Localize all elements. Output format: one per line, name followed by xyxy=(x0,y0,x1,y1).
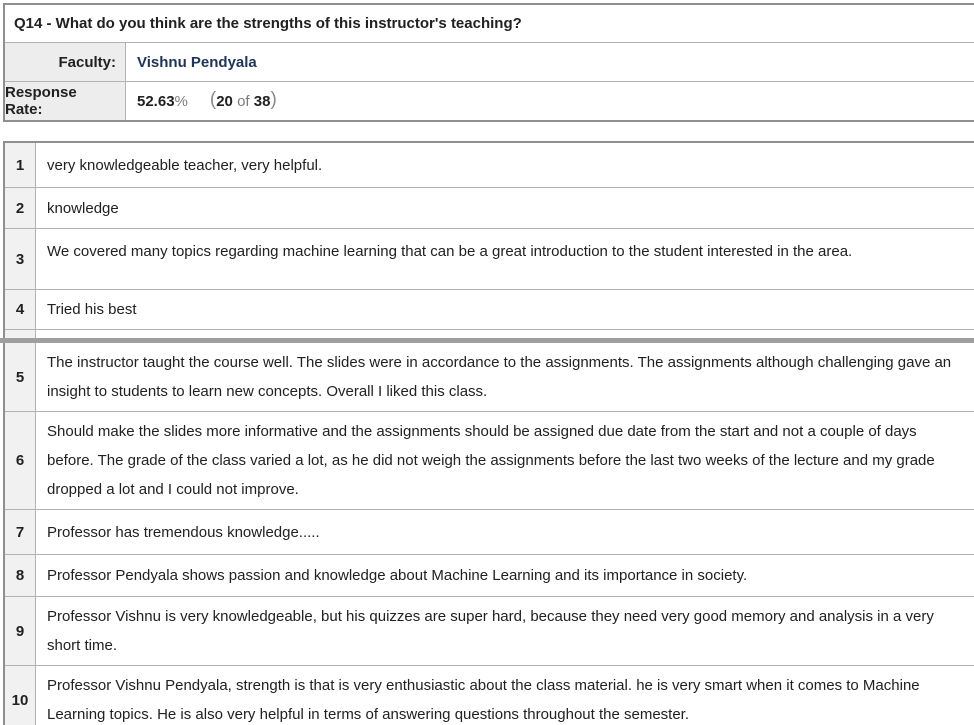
responded-count: 20 xyxy=(216,92,233,110)
response-row xyxy=(5,187,974,228)
response-row xyxy=(5,343,974,411)
response-number: 4 xyxy=(5,290,36,329)
response-rate-percent: 52.63 xyxy=(137,92,175,110)
responses-table-page2 xyxy=(3,343,974,725)
response-text: Professor Vishnu Pendyala, strength is that is very enthusiastic about the class material. he is very smart when it comes to Machine Learning topics. He is also very helpful in terms of answering questions throughout the semester. xyxy=(47,677,920,723)
response-number: 5 xyxy=(5,343,36,411)
response-rate-label: Response Rate: xyxy=(5,82,126,120)
percent-sign: % xyxy=(174,92,188,110)
response-text: Professor Pendyala shows passion and knowledge about Machine Learning and its importance in society. xyxy=(47,567,748,584)
of-word: of xyxy=(237,92,250,110)
question-row xyxy=(5,5,974,42)
response-number: 7 xyxy=(5,510,36,554)
total-count: 38 xyxy=(253,92,271,110)
paren-open: ( xyxy=(209,89,217,110)
response-text: knowledge xyxy=(47,199,119,217)
response-row xyxy=(5,411,974,509)
response-text: Should make the slides more informative and the assignments should be assigned due date from the start and not a couple of days before. The grade of the class varied a lot, as he did not weigh the assignments before the last two weeks of the lecture and my grade dropped a lot and I could not improve. xyxy=(47,423,935,498)
paren-close: ) xyxy=(270,89,277,110)
responses-table-page1 xyxy=(3,141,974,343)
response-number: 8 xyxy=(5,555,36,596)
response-rate-row xyxy=(5,81,974,120)
faculty-row xyxy=(5,42,974,81)
response-text: Professor Vishnu is very knowledgeable, but his quizzes are super hard, because they need very good memory and analysis in a very short time. xyxy=(47,608,934,654)
page-break-divider xyxy=(0,338,974,343)
faculty-value-cell xyxy=(126,43,974,81)
response-number: 6 xyxy=(5,412,36,509)
response-number: 3 xyxy=(5,229,36,289)
response-number: 1 xyxy=(5,143,36,187)
response-row xyxy=(5,596,974,665)
faculty-name: Vishnu Pendyala xyxy=(137,53,257,71)
response-text: very knowledgeable teacher, very helpful. xyxy=(47,156,323,174)
response-text: We covered many topics regarding machine learning that can be a great introduction to the student interested in the area. xyxy=(47,243,853,260)
response-row xyxy=(5,509,974,554)
response-row xyxy=(5,289,974,329)
response-rate-value-cell xyxy=(126,82,974,120)
response-number: 9 xyxy=(5,597,36,665)
response-number: 2 xyxy=(5,188,36,228)
faculty-label: Faculty: xyxy=(5,43,126,81)
response-row xyxy=(5,143,974,187)
question-text: Q14 - What do you think are the strengths of this instructor's teaching? xyxy=(14,15,522,32)
survey-header-table xyxy=(3,3,974,122)
response-row xyxy=(5,554,974,596)
response-text: Tried his best xyxy=(47,301,137,318)
response-number: 10 xyxy=(5,666,36,725)
response-text: Professor has tremendous knowledge..... xyxy=(47,523,320,541)
response-text: The instructor taught the course well. The slides were in accordance to the assignments. The assignments although challenging gave an insight to students to learn new concepts. Overall I liked this class. xyxy=(47,354,952,400)
response-row xyxy=(5,665,974,725)
response-row xyxy=(5,228,974,289)
